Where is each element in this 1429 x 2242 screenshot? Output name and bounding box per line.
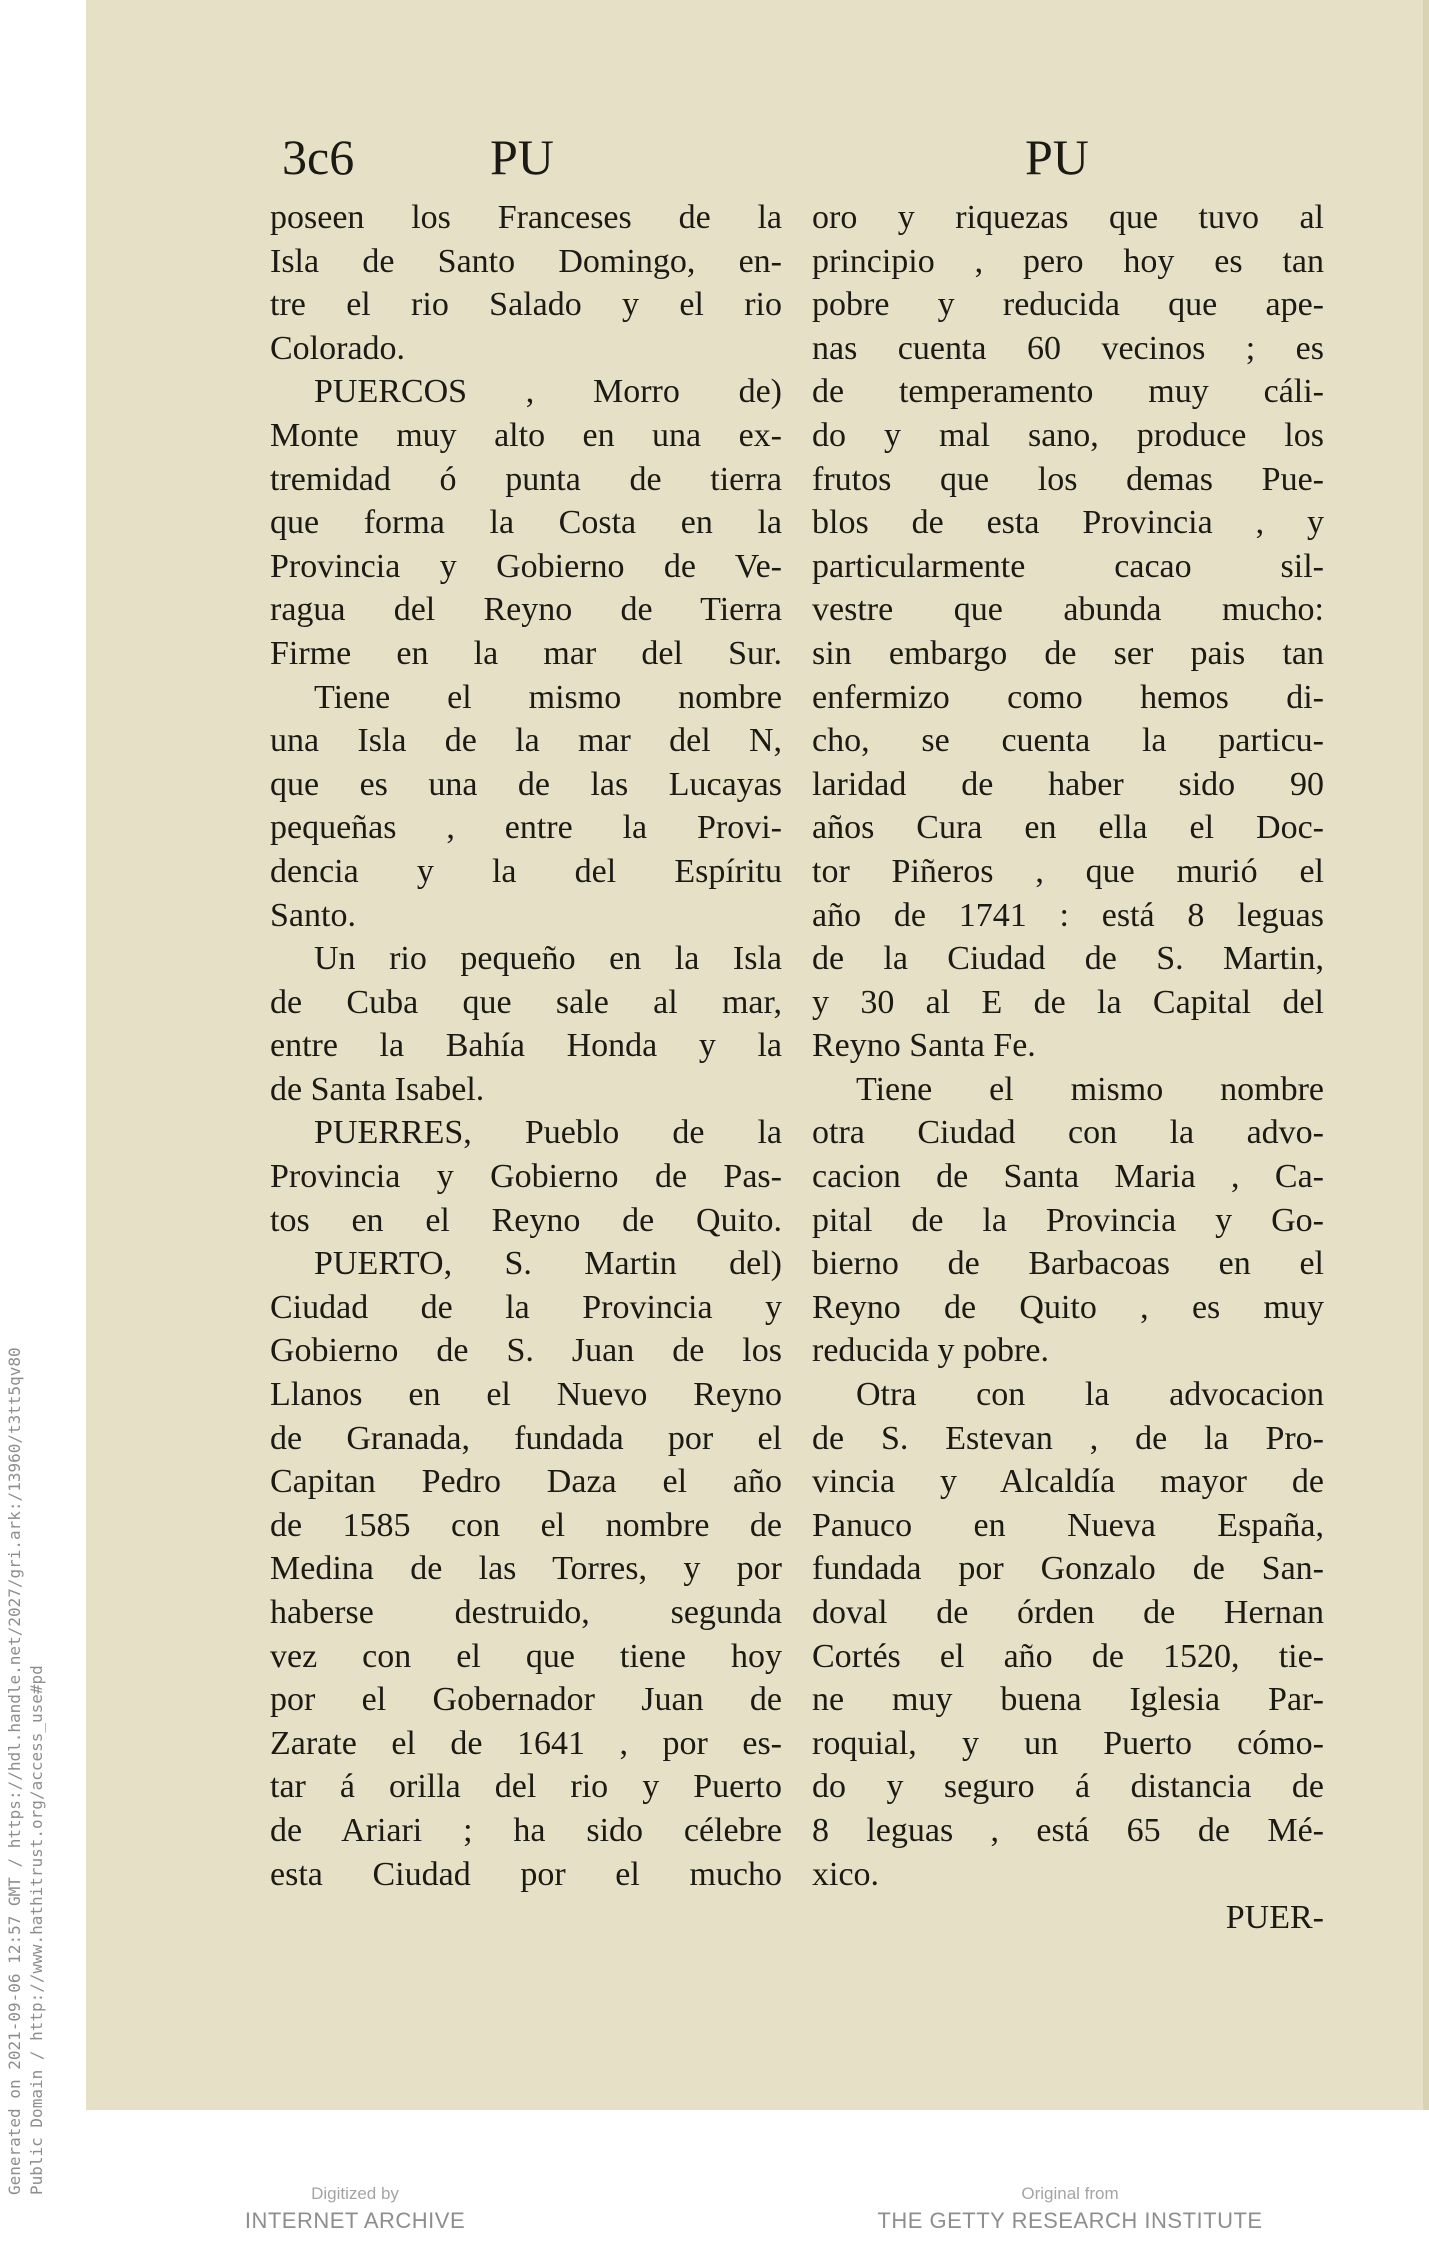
text-line: doval de órden de Hernan (812, 1594, 1324, 1631)
text-line: bierno de Barbacoas en el (812, 1245, 1324, 1283)
text-line: que es una de las Lucayas (270, 765, 782, 803)
text-line: Capitan Pedro Daza el año (270, 1463, 782, 1501)
text-line: haberse destruido, segunda (270, 1594, 782, 1631)
text-line: de la Ciudad de S. Martin, (812, 940, 1324, 978)
text-line: tre el rio Salado y el rio (270, 286, 782, 324)
text-line: particularmente cacao sil- (812, 547, 1324, 585)
entry-heading-puerto: PUERTO, S. Martin del) (314, 1245, 782, 1283)
text-line: laridad de haber sido 90 (812, 765, 1324, 803)
text-line: Firme en la mar del Sur. (270, 634, 782, 672)
text-line: vestre que abunda mucho: (812, 591, 1324, 629)
text-line: de S. Estevan , de la Pro- (812, 1419, 1324, 1457)
text-line: Isla de Santo Domingo, en- (270, 242, 782, 280)
left-column (270, 196, 782, 1896)
text-line: pobre y reducida que ape- (812, 286, 1324, 324)
entry-heading-puercos: PUERCOS , Morro de) (314, 373, 782, 411)
text-line: de 1585 con el nombre de (270, 1506, 782, 1544)
text-line: Provincia y Gobierno de Pas- (270, 1158, 782, 1196)
running-head-right: PU (1025, 129, 1089, 185)
text-line: Colorado. (270, 329, 406, 367)
entry-heading-puerres: PUERRES, Pueblo de la (314, 1114, 782, 1152)
text-line: ragua del Reyno de Tierra (270, 591, 782, 629)
text-line: Ciudad de la Provincia y (270, 1288, 782, 1326)
text-line: roquial, y un Puerto cómo- (812, 1724, 1324, 1762)
text-line: Santo. (270, 896, 356, 934)
text-line: Monte muy alto en una ex- (270, 416, 782, 454)
text-line: Provincia y Gobierno de Ve- (270, 547, 782, 585)
book-page (86, 0, 1429, 2110)
text-line: cho, se cuenta la particu- (812, 722, 1324, 760)
text-line: Un rio pequeño en la Isla (314, 940, 782, 978)
text-line: reducida y pobre. (812, 1332, 1049, 1370)
text-line: nas cuenta 60 vecinos ; es (812, 329, 1324, 367)
text-line: entre la Bahía Honda y la (270, 1027, 782, 1065)
generation-notice (4, 1347, 48, 2195)
text-line: Gobierno de S. Juan de los (270, 1332, 782, 1370)
text-line: Panuco en Nueva España, (812, 1506, 1324, 1544)
running-head-left: PU (490, 129, 554, 185)
text-line: por el Gobernador Juan de (270, 1681, 782, 1719)
text-line: blos de esta Provincia , y (812, 504, 1324, 542)
text-line: esta Ciudad por el mucho (270, 1855, 782, 1893)
text-line: tremidad ó punta de tierra (270, 460, 782, 498)
text-line: dencia y la del Espíritu (270, 852, 782, 890)
text-line: que forma la Costa en la (270, 504, 782, 542)
text-line: año de 1741 : está 8 leguas (812, 896, 1324, 934)
text-line: poseen los Franceses de la (270, 199, 782, 236)
text-line: sin embargo de ser pais tan (812, 634, 1324, 672)
text-line: principio , pero hoy es tan (812, 242, 1324, 280)
text-line: de Cuba que sale al mar, (270, 983, 782, 1021)
original-from (870, 2182, 1270, 2236)
text-line: Tiene el mismo nombre (856, 1070, 1324, 1108)
text-line: oro y riquezas que tuvo al (812, 199, 1324, 236)
text-line: do y seguro á distancia de (812, 1768, 1324, 1806)
text-line: de Ariari ; ha sido célebre (270, 1811, 782, 1849)
text-line: do y mal sano, produce los (812, 416, 1324, 454)
text-line: 8 leguas , está 65 de Mé- (812, 1811, 1324, 1849)
text-line: años Cura en ella el Doc- (812, 809, 1324, 847)
text-line: tor Piñeros , que murió el (812, 852, 1324, 890)
text-line: Otra con la advocacion (856, 1376, 1324, 1414)
text-line: y 30 al E de la Capital del (812, 983, 1324, 1021)
generation-line: Generated on 2021-09-06 12:57 GMT / https://hdl.handle.net/2027/gri.ark:/13960/t3tt5qv80 (5, 1347, 24, 2195)
text-line: de temperamento muy cáli- (812, 373, 1324, 411)
text-line: Reyno Santa Fe. (812, 1027, 1036, 1065)
rights-line: Public Domain / http://www.hathitrust.org/access_use#pd (27, 1665, 46, 2195)
text-line: enfermizo como hemos di- (812, 678, 1324, 716)
text-line: una Isla de la mar del N, (270, 722, 782, 760)
text-line: Cortés el año de 1520, tie- (812, 1637, 1324, 1675)
text-line: vincia y Alcaldía mayor de (812, 1463, 1324, 1501)
text-line: fundada por Gonzalo de San- (812, 1550, 1324, 1588)
text-line: Llanos en el Nuevo Reyno (270, 1376, 782, 1414)
text-line: Tiene el mismo nombre (314, 678, 782, 716)
text-line: Zarate el de 1641 , por es- (270, 1724, 782, 1762)
text-line: otra Ciudad con la advo- (812, 1114, 1324, 1152)
digitized-by (220, 2182, 490, 2236)
text-line: de Granada, fundada por el (270, 1419, 782, 1457)
text-line: tar á orilla del rio y Puerto (270, 1768, 782, 1806)
text-line: de Santa Isabel. (270, 1070, 485, 1108)
page-edge (1423, 0, 1429, 2110)
page-header (86, 128, 1429, 198)
text-line: pequeñas , entre la Provi- (270, 809, 782, 847)
text-line: pital de la Provincia y Go- (812, 1201, 1324, 1239)
internet-archive-label: INTERNET ARCHIVE (244, 2208, 466, 2233)
digitized-by-label: Digitized by (311, 2184, 399, 2203)
text-line: ne muy buena Iglesia Par- (812, 1681, 1324, 1719)
text-line: frutos que los demas Pue- (812, 460, 1324, 498)
text-line: Reyno de Quito , es muy (812, 1288, 1324, 1326)
text-line: tos en el Reyno de Quito. (270, 1201, 782, 1239)
text-line: xico. (812, 1855, 880, 1893)
text-line: vez con el que tiene hoy (270, 1637, 782, 1675)
text-line: Medina de las Torres, y por (270, 1550, 782, 1588)
original-from-label: Original from (1021, 2184, 1119, 2203)
getty-institute-label: THE GETTY RESEARCH INSTITUTE (877, 2208, 1263, 2233)
text-line: cacion de Santa Maria , Ca- (812, 1158, 1324, 1196)
page-number: 3c6 (282, 129, 355, 185)
right-column (812, 196, 1324, 1940)
catchword: PUER- (1225, 1899, 1324, 1937)
